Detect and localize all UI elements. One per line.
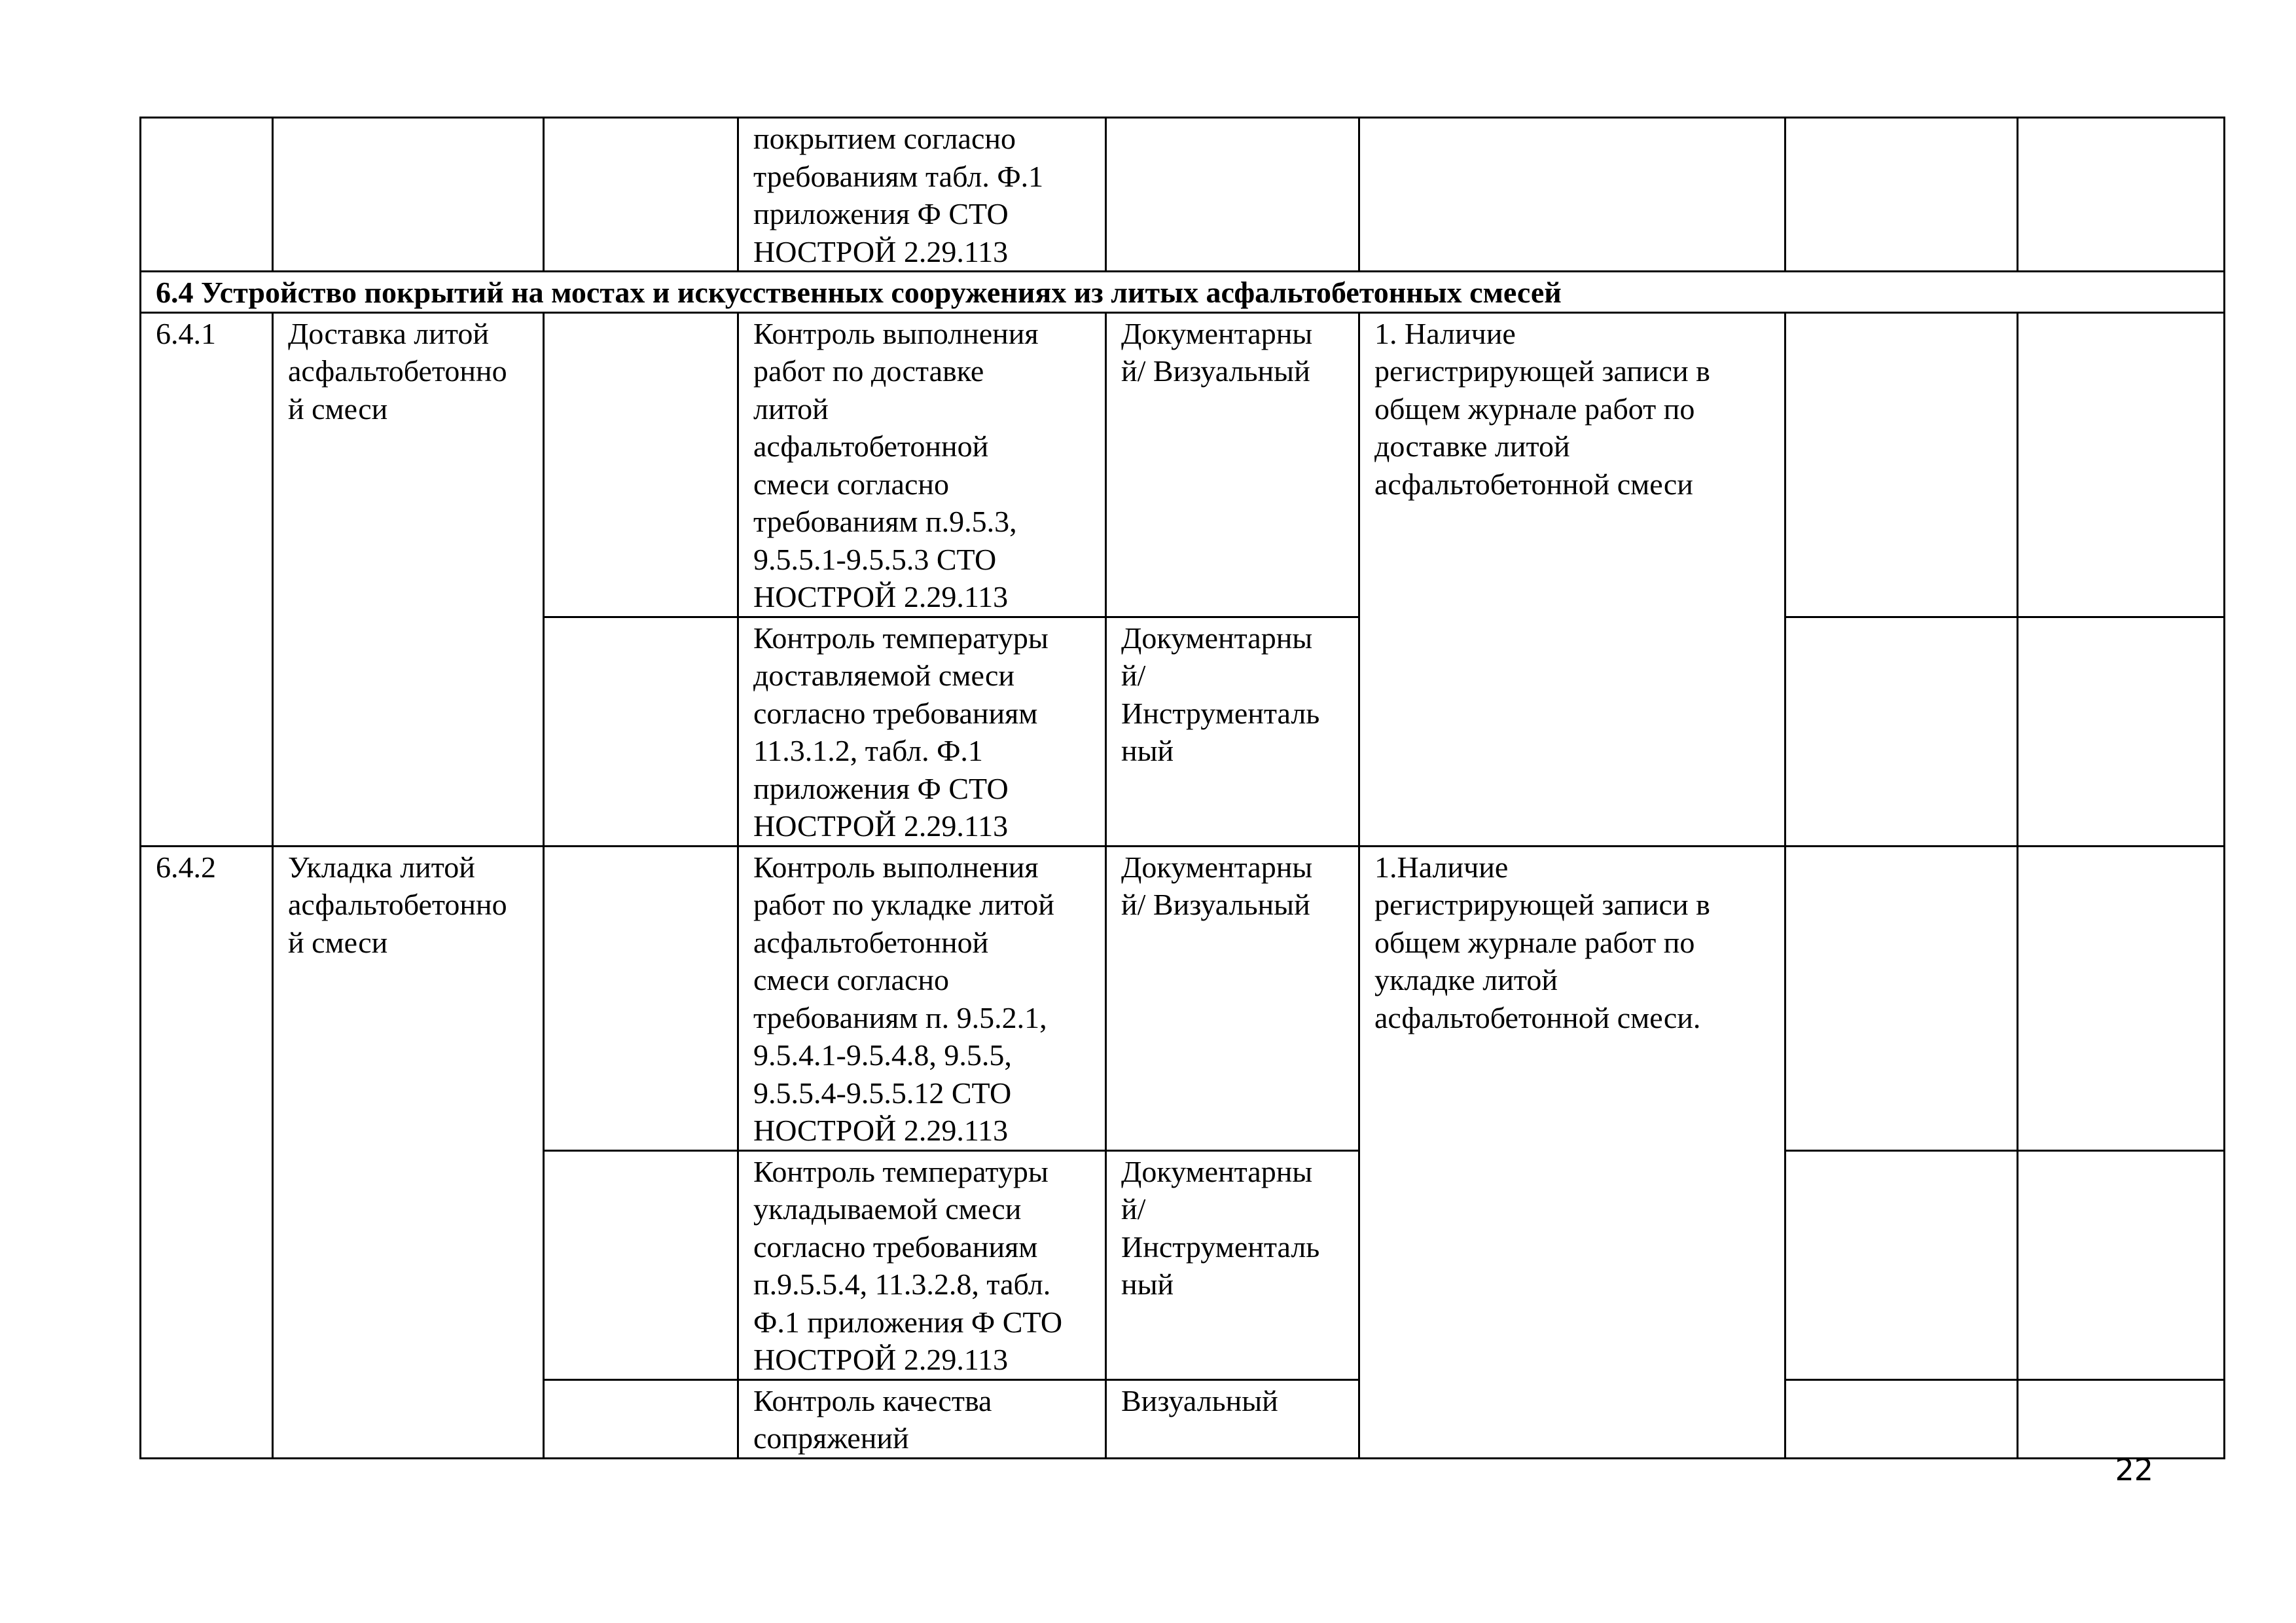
control-requirement-text: Контроль температуры доставляемой смеси согласно требованиям 11.3.1.2, табл. Ф.1 приложения Ф СТО НОСТРОЙ 2.29.113 xyxy=(753,621,1049,843)
control-requirement-text: Контроль выполнения работ по укладке литой асфальтобетонной смеси согласно требованиям п. 9.5.2.1, 9.5.4.1-9.5.4.8, 9.5.5, 9.5.5.4-9.5.5.12 СТО НОСТРОЙ 2.29.113 xyxy=(753,850,1054,1147)
table-cell xyxy=(2018,118,2225,272)
table-cell xyxy=(544,1379,738,1458)
item-name: Укладка литой асфальтобетонно й смеси xyxy=(288,850,507,959)
control-requirement-text: Контроль качества сопряжений xyxy=(753,1383,992,1455)
table-row xyxy=(141,312,2225,617)
table-cell xyxy=(1785,617,2018,846)
result-text: 1.Наличие регистрирующей записи в общем журнале работ по укладке литой асфальтобетонной смеси. xyxy=(1374,850,1710,1034)
table-cell xyxy=(1359,118,1785,272)
item-name-cell xyxy=(273,312,544,846)
table-cell xyxy=(544,312,738,617)
control-requirement-text: Контроль температуры укладываемой смеси согласно требованиям п.9.5.5.4, 11.3.2.8, табл. Ф.1 приложения Ф СТО НОСТРОЙ 2.29.113 xyxy=(753,1154,1063,1376)
result-text: 1. Наличие регистрирующей записи в общем журнале работ по доставке литой асфальтобетонной смеси xyxy=(1374,316,1710,501)
section-heading: 6.4 Устройство покрытий на мостах и искусственных сооружениях из литых асфальтобетонных смесей xyxy=(141,272,2225,313)
item-number: 6.4.2 xyxy=(141,846,273,1458)
inspection-table xyxy=(139,117,2225,1459)
table-cell xyxy=(2018,617,2225,846)
table-cell xyxy=(1106,118,1359,272)
table-cell xyxy=(544,118,738,272)
table-cell xyxy=(1106,1150,1359,1379)
table-cell xyxy=(1785,846,2018,1150)
control-method: Документарны й/ Визуальный xyxy=(1121,850,1313,921)
table-cell xyxy=(273,118,544,272)
table-cell xyxy=(738,617,1106,846)
table-cell xyxy=(738,1379,1106,1458)
table-cell xyxy=(1785,1150,2018,1379)
table-cell xyxy=(738,312,1106,617)
section-heading-row xyxy=(141,272,2225,313)
table-row xyxy=(141,846,2225,1150)
control-requirement-text: Контроль выполнения работ по доставке литой асфальтобетонной смеси согласно требованиям п.9.5.3, 9.5.5.1-9.5.5.3 СТО НОСТРОЙ 2.29.113 xyxy=(753,316,1039,613)
control-requirement-text: покрытием согласно требованиям табл. Ф.1 приложения Ф СТО НОСТРОЙ 2.29.113 xyxy=(753,122,1044,268)
table-cell xyxy=(1785,118,2018,272)
item-number: 6.4.1 xyxy=(141,312,273,846)
table-cell xyxy=(1106,617,1359,846)
table-cell xyxy=(1785,1379,2018,1458)
table-cell xyxy=(2018,1150,2225,1379)
control-method: Документарны й/ Инструменталь ный xyxy=(1121,1154,1320,1301)
item-name: Доставка литой асфальтобетонно й смеси xyxy=(288,316,507,426)
table-cell xyxy=(544,846,738,1150)
result-cell xyxy=(1359,846,1785,1458)
table-row xyxy=(141,118,2225,272)
table-cell xyxy=(738,118,1106,272)
table-cell xyxy=(2018,846,2225,1150)
table-cell xyxy=(1106,1379,1359,1458)
control-method: Документарны й/ Инструменталь ный xyxy=(1121,621,1320,767)
table-cell xyxy=(2018,312,2225,617)
table-cell xyxy=(141,118,273,272)
table-cell xyxy=(738,846,1106,1150)
table-cell xyxy=(544,617,738,846)
control-method: Визуальный xyxy=(1121,1383,1278,1417)
table-cell xyxy=(1106,312,1359,617)
item-name-cell xyxy=(273,846,544,1458)
table-cell xyxy=(2018,1379,2225,1458)
table-cell xyxy=(1106,846,1359,1150)
table-cell xyxy=(544,1150,738,1379)
page-number: 22 xyxy=(2115,1452,2153,1487)
table-cell xyxy=(1785,312,2018,617)
result-cell xyxy=(1359,312,1785,846)
table-cell xyxy=(738,1150,1106,1379)
control-method: Документарны й/ Визуальный xyxy=(1121,316,1313,388)
